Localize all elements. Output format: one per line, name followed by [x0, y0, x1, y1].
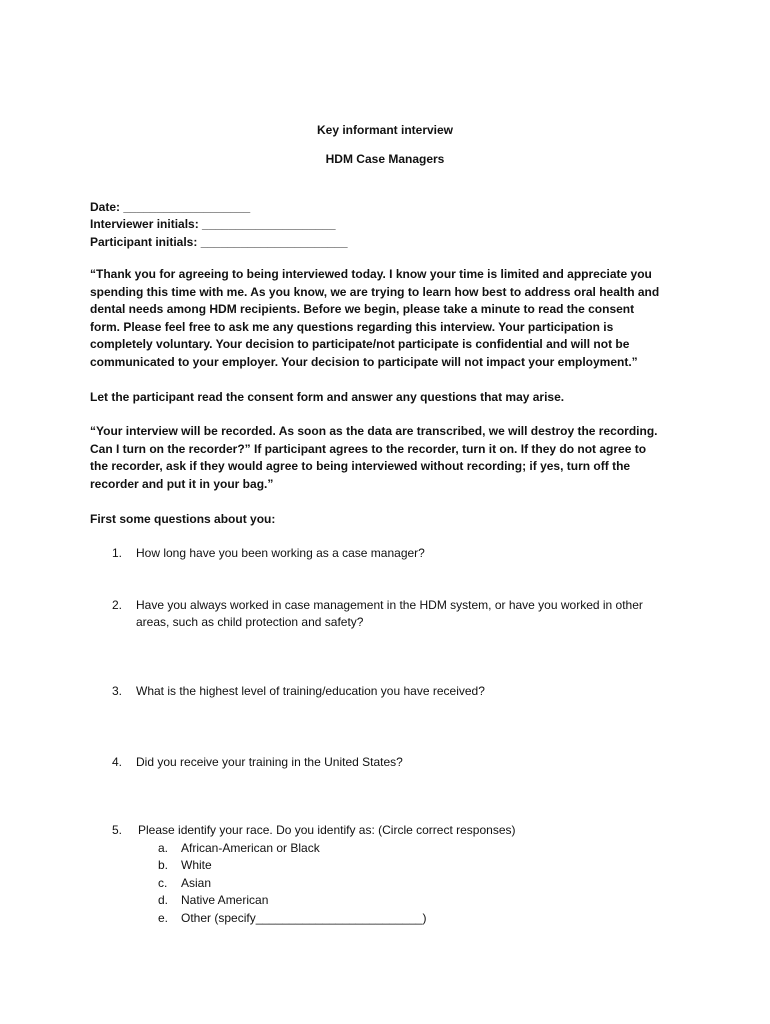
recording-line: “Your interview will be recorded. As soon as the data are transcribed, we will destroy the recording. [90, 424, 658, 438]
question-text: Have you always worked in case management in the HDM system, or have you worked in other [136, 598, 643, 612]
option-letter: e. [158, 911, 169, 925]
race-option: African-American or Black [181, 841, 320, 855]
option-letter: c. [158, 876, 168, 890]
intro-line: form. Please feel free to ask me any questions regarding this interview. Your participation is [90, 319, 614, 334]
question-number: 5. [112, 823, 123, 837]
question-text: What is the highest level of training/education you have received? [136, 684, 485, 698]
question-number: 1. [112, 546, 123, 560]
question-text: areas, such as child protection and safety? [136, 615, 364, 629]
question-text: Did you receive your training in the United States? [136, 755, 403, 769]
race-option: Asian [181, 876, 212, 890]
recording-line: Can I turn on the recorder?” If participant agrees to the recorder, turn it on. If they do not agree to [90, 441, 647, 456]
intro-line: dental needs among HDM recipients. Before we begin, please take a minute to read the consent [90, 302, 635, 316]
question-number: 4. [112, 755, 123, 769]
question-text: Please identify your race. Do you identify as: (Circle correct responses) [138, 823, 516, 837]
option-letter: d. [158, 893, 169, 907]
participant-initials-field: Participant initials: ______________________ [90, 235, 348, 249]
date-field: Date: ___________________ [90, 200, 251, 214]
question-text: How long have you been working as a case manager? [136, 546, 425, 560]
option-letter: b. [158, 858, 169, 872]
intro-line: communicated to your employer. Your decision to participate will not impact your employment.” [90, 354, 638, 369]
race-option: White [181, 858, 212, 872]
intro-line: spending this time with me. As you know, we are trying to learn how best to address oral health and [90, 284, 660, 299]
recording-line: the recorder, ask if they would agree to being interviewed without recording; if yes, turn off the [90, 459, 631, 473]
recording-paragraph [90, 423, 690, 493]
document-subtitle: HDM Case Managers [325, 152, 445, 166]
interviewer-initials-field: Interviewer initials: ____________________ [90, 217, 336, 231]
question-number: 3. [112, 684, 123, 698]
instruction-text: Let the participant read the consent form and answer any questions that may arise. [90, 390, 565, 404]
option-letter: a. [158, 841, 169, 855]
intro-line: completely voluntary. Your decision to participate/not participate is confidential and will not be [90, 337, 630, 351]
intro-line: “Thank you for agreeing to being interviewed today. I know your time is limited and appreciate you [90, 267, 652, 281]
section-heading: First some questions about you: [90, 512, 276, 526]
document-title: Key informant interview [316, 123, 454, 137]
race-option: Native American [181, 893, 269, 907]
question-number: 2. [112, 598, 123, 612]
recording-line: recorder and put it in your bag.” [90, 476, 274, 491]
intro-paragraph [90, 266, 690, 371]
race-option: Other (specify_________________________) [181, 911, 427, 925]
